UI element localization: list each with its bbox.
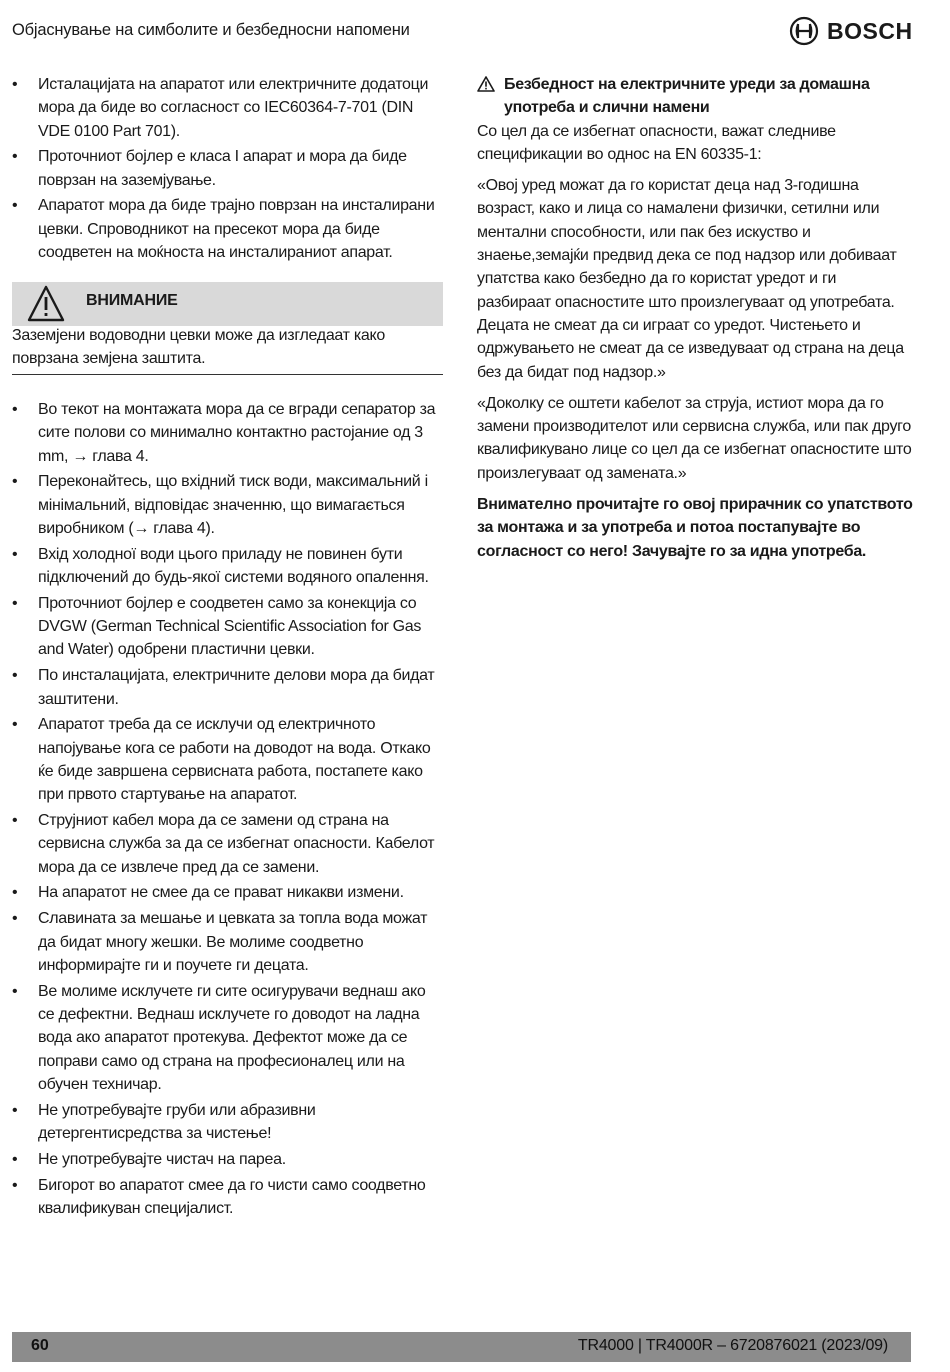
page-header-title: Објаснување на симболите и безбедносни напомени	[12, 21, 410, 39]
list-item: • Во текот на монтажата мора да се вгради сепаратор за сите полови со минимално контактно растојание од 3 mm, → глава 4.	[12, 401, 436, 465]
section-heading-text: Безбедност на електричните уреди за домашна употреба и слични намени	[504, 76, 870, 117]
list-item: • Ве молиме исклучете ги сите осигурувачи веднаш ако се дефектни. Веднаш исклучете го доводот на ладна вода ако апаратот протекува. Дефектот може да се поправи само од страна на професионалец или на обучен техничар.	[12, 982, 426, 1093]
bosch-logo-icon	[789, 16, 819, 46]
list-item: • Проточниот бојлер е соодветен само за конекција со DVGW (German Technical Scientific Association for Gas and Water) одобрени пластични цевки.	[12, 594, 422, 659]
warning-divider	[12, 374, 443, 375]
list-item: • На апаратот не смее да се прават никакви измени.	[12, 884, 404, 902]
warning-bar	[12, 282, 443, 326]
page-number: 60	[31, 1337, 49, 1354]
list-item: • Вхід холодної води цього приладу не повинен бути підключений до будь-якої системи водяного опалення.	[12, 545, 429, 587]
section-heading	[477, 73, 914, 120]
document-reference: TR4000 | TR4000R – 6720876021 (2023/09)	[577, 1337, 888, 1354]
bullet-list-safety	[12, 398, 444, 1220]
bullet-list-installation	[12, 73, 444, 264]
warning-triangle-icon	[26, 284, 66, 329]
left-column-top	[12, 73, 444, 267]
brand-name: BOSCH	[827, 17, 913, 44]
list-item: • По инсталацијата, електричните делови мора да бидат заштитени.	[12, 667, 435, 708]
list-item: • Апаратот мора да биде трајно поврзан на инсталирани цевки. Спроводникот на пресекот мора да биде соодветен на моќноста на инсталираниот апарат.	[12, 197, 435, 262]
list-item: • Проточниот бојлер е класа I апарат и мора да биде поврзан на заземјување.	[12, 148, 407, 189]
intro-paragraph: Со цел да се избегнат опасности, важат следниве спецификации во однос на EN 60335-1:	[477, 122, 836, 163]
list-item: • Славината за мешање и цевката за топла вода можат да бидат многу жешки. Ве молиме соодветно информирајте ги и поучете ги децата.	[12, 910, 428, 974]
right-column	[477, 73, 914, 571]
warning-text: Заземјени водоводни цевки може да изгледаат како поврзана земјена заштита.	[12, 327, 385, 368]
warning-title: ВНИМАНИЕ	[86, 292, 178, 309]
read-manual-paragraph: Внимателно прочитајте го овој прирачник со упатството за монтажа и за употреба и потоа постапувајте во согласност со него! Зачувајте го за идна употреба.	[477, 496, 913, 560]
left-column-bottom	[12, 398, 444, 1223]
quote-cable-paragraph: «Доколку се оштети кабелот за струја, истиот мора да го замени производителот или сервисна служба, или пак друго квалификувано лице со цел да се избегнат опасностите што произлегуваат од замената.»	[477, 394, 912, 482]
bosch-logo	[789, 16, 913, 46]
quote-children-paragraph: «Овој уред можат да го користат деца над 3-годишна возраст, како и лица со намалени физички, сетилни или ментални способности, или пак без искуство и знаење,земајќи предвид дека се под надзор или добиваат упатства како безбедно да го користат уредот и ги разбираат опасностите што произлегуваат од употребата. Децата не смеат да си играат со уредот. Чистењето и одржувањето не смеат да се изведуваат од страна на деца без да бидат под надзор.»	[477, 177, 904, 381]
list-item: • Не употребувајте груби или абразивни детергентисредства за чистење!	[12, 1101, 316, 1142]
small-warning-triangle-icon	[477, 73, 504, 120]
list-item: • Бигорот во апаратот смее да го чисти само соодветно квалификуван специјалист.	[12, 1176, 426, 1217]
list-item: • Переконайтесь, що вхідний тиск води, максимальний і мінімальний, відповідає значенню, що вимагається виробником (→ глава 4).	[12, 473, 428, 537]
list-item: • Исталацијата на апаратот или електричните додатоци мора да биде во согласност со IEC60364-7-701 (DIN VDE 0100 Part 701).	[12, 76, 429, 140]
list-item: • Не употребувајте чистач на пареа.	[12, 1150, 286, 1168]
list-item: • Струјниот кабел мора да се замени од страна на сервисна служба за да се избегнат опасности. Кабелот мора да се извлече пред да се замени.	[12, 812, 435, 876]
list-item: • Апаратот треба да се исклучи од електричното напојување кога се работи на доводот на вода. Откако ќе биде завршена сервисната работа, постапете како при првото стартување на апаратот.	[12, 716, 431, 804]
